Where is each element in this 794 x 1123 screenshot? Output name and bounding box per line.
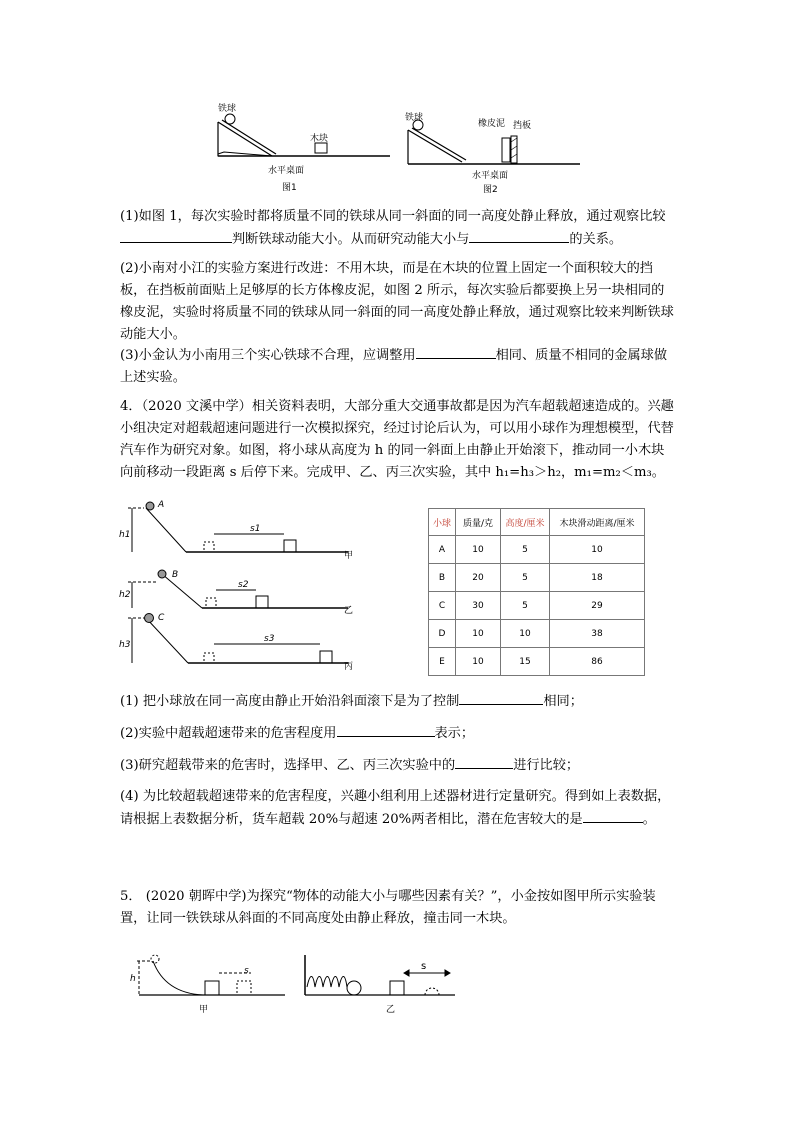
table-row bbox=[429, 620, 645, 648]
q5-diagram bbox=[125, 953, 460, 1015]
table-header-distance: 木块滑动距离/厘米 bbox=[550, 509, 645, 536]
q4-sub1 bbox=[120, 690, 676, 713]
table-header-mass: 质量/克 bbox=[456, 509, 501, 536]
q4-sub2 bbox=[120, 722, 676, 745]
distance-label-s1: s1 bbox=[250, 524, 261, 534]
table-row bbox=[429, 592, 645, 620]
q1-blank-2[interactable] bbox=[469, 228, 569, 243]
q5-label-yi: 乙 bbox=[386, 1005, 396, 1015]
table-cell: 10 bbox=[456, 648, 501, 676]
q5-h-label: h bbox=[130, 974, 136, 984]
q4-sub2-text-a: (2)实验中超载超速带来的危害程度用 bbox=[120, 726, 337, 741]
trial-label-bing: 丙 bbox=[344, 662, 354, 672]
q4-sub2-text-b: 表示； bbox=[434, 726, 475, 741]
figure-1-2 bbox=[200, 100, 600, 195]
table-cell: A bbox=[429, 536, 456, 564]
table-cell: 30 bbox=[456, 592, 501, 620]
fig2-caption: 图2 bbox=[483, 185, 498, 195]
q1-part1-text-b: 判断铁球动能大小。从而研究动能大小与 bbox=[232, 232, 470, 247]
distance-label-s3: s3 bbox=[264, 634, 275, 644]
table-cell: 38 bbox=[550, 620, 645, 648]
q1-part3-text-b: 相同、质量不相同的金属球做上述实验。 bbox=[120, 348, 668, 385]
height-label-h3: h3 bbox=[119, 640, 131, 650]
q4-blank-2[interactable] bbox=[337, 722, 435, 737]
table-cell: 5 bbox=[501, 536, 550, 564]
fig1-caption: 图1 bbox=[282, 183, 297, 193]
q4-blank-4[interactable] bbox=[583, 808, 643, 823]
ball-label-c: C bbox=[158, 613, 165, 623]
q4-sub4-text: (4) 为比较超载超速带来的危害程度，兴趣小组利用上述器材进行定量研究。得到如上表数据，请根据上表数据分析，货车超载 20%与超速 20%两者相比，潜在危害较大的是 bbox=[120, 789, 671, 827]
fig2-ball-label: 铁球 bbox=[405, 113, 424, 123]
q5-s-label-yi: s bbox=[421, 961, 427, 972]
q1-part3 bbox=[120, 344, 676, 389]
q4-sub3-text-a: (3)研究超载带来的危害时，选择甲、乙、丙三次实验中的 bbox=[120, 758, 456, 773]
table-cell: 20 bbox=[456, 564, 501, 592]
q5-s-label-jia: s bbox=[244, 966, 249, 976]
table-cell: E bbox=[429, 648, 456, 676]
trial-label-jia: 甲 bbox=[344, 551, 354, 561]
table-cell: 5 bbox=[501, 564, 550, 592]
fig1-block-label: 木块 bbox=[310, 134, 329, 144]
table-cell: 10 bbox=[550, 536, 645, 564]
height-label-h2: h2 bbox=[119, 590, 131, 600]
q5-label-jia: 甲 bbox=[199, 1005, 209, 1015]
ball-label-b: B bbox=[172, 570, 179, 580]
q4-data-table bbox=[428, 508, 645, 676]
trial-label-yi: 乙 bbox=[344, 606, 354, 616]
fig2-surface-label: 水平桌面 bbox=[472, 171, 509, 181]
q1-part3-text-a: (3)小金认为小南用三个实心铁球不合理，应调整用 bbox=[120, 348, 416, 363]
table-cell: 10 bbox=[501, 620, 550, 648]
q1-part1-text-a: (1)如图 1，每次实验时都将质量不同的铁球从同一斜面的同一高度处静止释放，通过观察比较 bbox=[120, 209, 666, 224]
fig1-surface-label: 水平桌面 bbox=[268, 166, 305, 176]
fig2-putty-label: 橡皮泥 bbox=[478, 119, 506, 129]
q1-part2: (2)小南对小江的实验方案进行改进：不用木块，而是在木块的位置上固定一个面积较大的挡板，在挡板前面贴上足够厚的长方体橡皮泥，如图 2 所示，每次实验后都要换上另一块相同的橡皮泥，实验时将质量不同的铁球从同一斜面的同一高度处静止释放，通过观察比较来判断铁球动能大小。 bbox=[120, 261, 674, 342]
q4-sub3-text-b: 进行比较； bbox=[513, 758, 580, 773]
table-cell: 10 bbox=[456, 536, 501, 564]
table-header-height: 高度/厘米 bbox=[501, 509, 550, 536]
q5-intro: 5． (2020 朝晖中学)为探究“物体的动能大小与哪些因素有关？”，小金按如图甲所示实验装置，让同一铁铁球从斜面的不同高度处由静止释放，撞击同一木块。 bbox=[120, 889, 656, 926]
table-cell: D bbox=[429, 620, 456, 648]
table-cell: 29 bbox=[550, 592, 645, 620]
q1-part1-text-c: 的关系。 bbox=[569, 232, 623, 247]
table-header-ball: 小球 bbox=[429, 509, 456, 536]
table-cell: B bbox=[429, 564, 456, 592]
q4-sub3 bbox=[120, 754, 676, 777]
ball-label-a: A bbox=[158, 500, 165, 510]
q4-sub4-end: 。 bbox=[642, 812, 656, 827]
q4-blank-3[interactable] bbox=[455, 754, 513, 769]
fig1-ball-label: 铁球 bbox=[218, 104, 237, 114]
q1-blank-1[interactable] bbox=[120, 228, 232, 243]
q1-part1 bbox=[120, 206, 676, 251]
q4-blank-1[interactable] bbox=[459, 690, 543, 705]
table-cell: 15 bbox=[501, 648, 550, 676]
table-header-row bbox=[429, 509, 645, 536]
q4-sub1-text-a: (1) 把小球放在同一高度由静止开始沿斜面滚下是为了控制 bbox=[120, 694, 460, 709]
table-cell: 10 bbox=[456, 620, 501, 648]
table-row bbox=[429, 564, 645, 592]
table-cell: 18 bbox=[550, 564, 645, 592]
q4-intro: 4．（2020 文溪中学）相关资料表明，大部分重大交通事故都是因为汽车超载超速造成的。兴趣小组决定对超载超速问题进行一次模拟探究，经过讨论后认为，可以用小球作为理想模型，代替汽车作为研究对象。如图，将小球从高度为 h 的同一斜面上由静止开始滚下，推动同一小木块向前移动一段距离 s 后停下来。完成甲、乙、丙三次实验，其中 h₁=h₃＞h₂，m₁=m₂＜m₃。 bbox=[120, 399, 674, 480]
q4-sub4 bbox=[120, 786, 676, 831]
table-cell: C bbox=[429, 592, 456, 620]
table-cell: 86 bbox=[550, 648, 645, 676]
table-row bbox=[429, 536, 645, 564]
distance-label-s2: s2 bbox=[238, 580, 249, 590]
q1-blank-3[interactable] bbox=[416, 344, 496, 359]
table-row bbox=[429, 648, 645, 676]
q4-sub1-text-b: 相同； bbox=[543, 694, 583, 709]
table-cell: 5 bbox=[501, 592, 550, 620]
figure-1 bbox=[218, 114, 390, 156]
fig2-board-label: 挡板 bbox=[513, 121, 532, 131]
height-label-h1: h1 bbox=[119, 530, 131, 540]
